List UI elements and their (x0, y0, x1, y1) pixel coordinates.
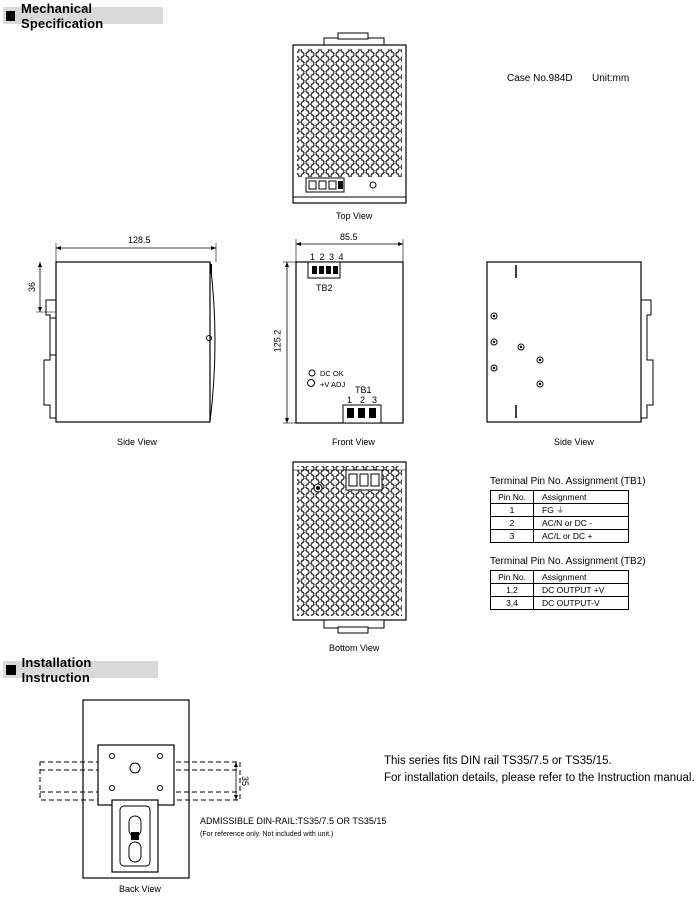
tb2-table (490, 570, 629, 610)
front-view-label: Front View (332, 437, 375, 447)
front-view-drawing (283, 239, 403, 423)
table-cell: 2 (491, 517, 534, 530)
vadj-label: +V ADJ (320, 380, 346, 389)
tb2-pin-numbers: 1 2 3 4 (310, 252, 345, 262)
table-cell: 3 (491, 530, 534, 543)
back-view-drawing (40, 700, 240, 878)
bottom-view-label: Bottom View (329, 643, 380, 653)
tb1-table (490, 490, 629, 543)
table-header-assignment: Assignment (534, 571, 629, 584)
table-row (491, 597, 629, 610)
table-cell: 3,4 (491, 597, 534, 610)
dc-ok-label: DC OK (320, 369, 344, 378)
table-row (491, 504, 629, 517)
tb1-table-title: Terminal Pin No. Assignment (TB1) (490, 476, 646, 487)
table-cell: AC/L or DC + (534, 530, 629, 543)
tb1-label: TB1 (355, 385, 372, 395)
table-cell: 1 (491, 504, 534, 517)
side-view-left-drawing (36, 243, 216, 422)
mechanical-spec-title: Mechanical Specification (21, 0, 104, 31)
tb1-pin1-label: 1 (347, 395, 353, 405)
table-row (491, 530, 629, 543)
back-view-label: Back View (119, 884, 161, 894)
table-header-pin: Pin No. (491, 491, 534, 504)
table-header-row (491, 571, 629, 584)
install-text-line2: For installation details, please refer to the Instruction manual. (384, 772, 695, 784)
rail-note: (For reference only. Not included with unit.) (200, 831, 334, 838)
case-number: Case No.984D (507, 73, 573, 84)
table-cell: DC OUTPUT +V (534, 584, 629, 597)
dim-front-width: 85.5 (340, 232, 358, 242)
table-row (491, 517, 629, 530)
table-cell: DC OUTPUT-V (534, 597, 629, 610)
dim-side-height: 36 (27, 281, 38, 293)
dim-side-width: 128.5 (128, 235, 151, 245)
installation-title: Installation Instruction (21, 654, 92, 685)
tb1-pin2-label: 2 (360, 395, 366, 405)
tb2-label: TB2 (316, 283, 333, 293)
table-cell: FG ⏚ (534, 504, 629, 517)
bottom-view-drawing (293, 462, 406, 633)
table-header-assignment: Assignment (534, 491, 629, 504)
side-view-left-label: Side View (117, 437, 157, 447)
top-view-drawing (293, 33, 406, 203)
top-view-label: Top View (336, 211, 373, 221)
side-view-right-label: Side View (554, 437, 594, 447)
tb1-pin3-label: 3 (372, 395, 378, 405)
dim-rail-height: 35 (240, 775, 251, 787)
table-cell: AC/N or DC - (534, 517, 629, 530)
dim-front-height: 125.2 (272, 329, 283, 353)
table-row (491, 584, 629, 597)
install-text-line1: This series fits DIN rail TS35/7.5 or TS35/15. (384, 755, 612, 767)
side-view-right-drawing (487, 262, 653, 422)
table-header-row (491, 491, 629, 504)
tb2-table-title: Terminal Pin No. Assignment (TB2) (490, 556, 646, 567)
unit-label: Unit:mm (592, 73, 630, 84)
table-cell: 1,2 (491, 584, 534, 597)
rail-label: ADMISSIBLE DIN-RAIL:TS35/7.5 OR TS35/15 (200, 816, 387, 826)
table-header-pin: Pin No. (491, 571, 534, 584)
